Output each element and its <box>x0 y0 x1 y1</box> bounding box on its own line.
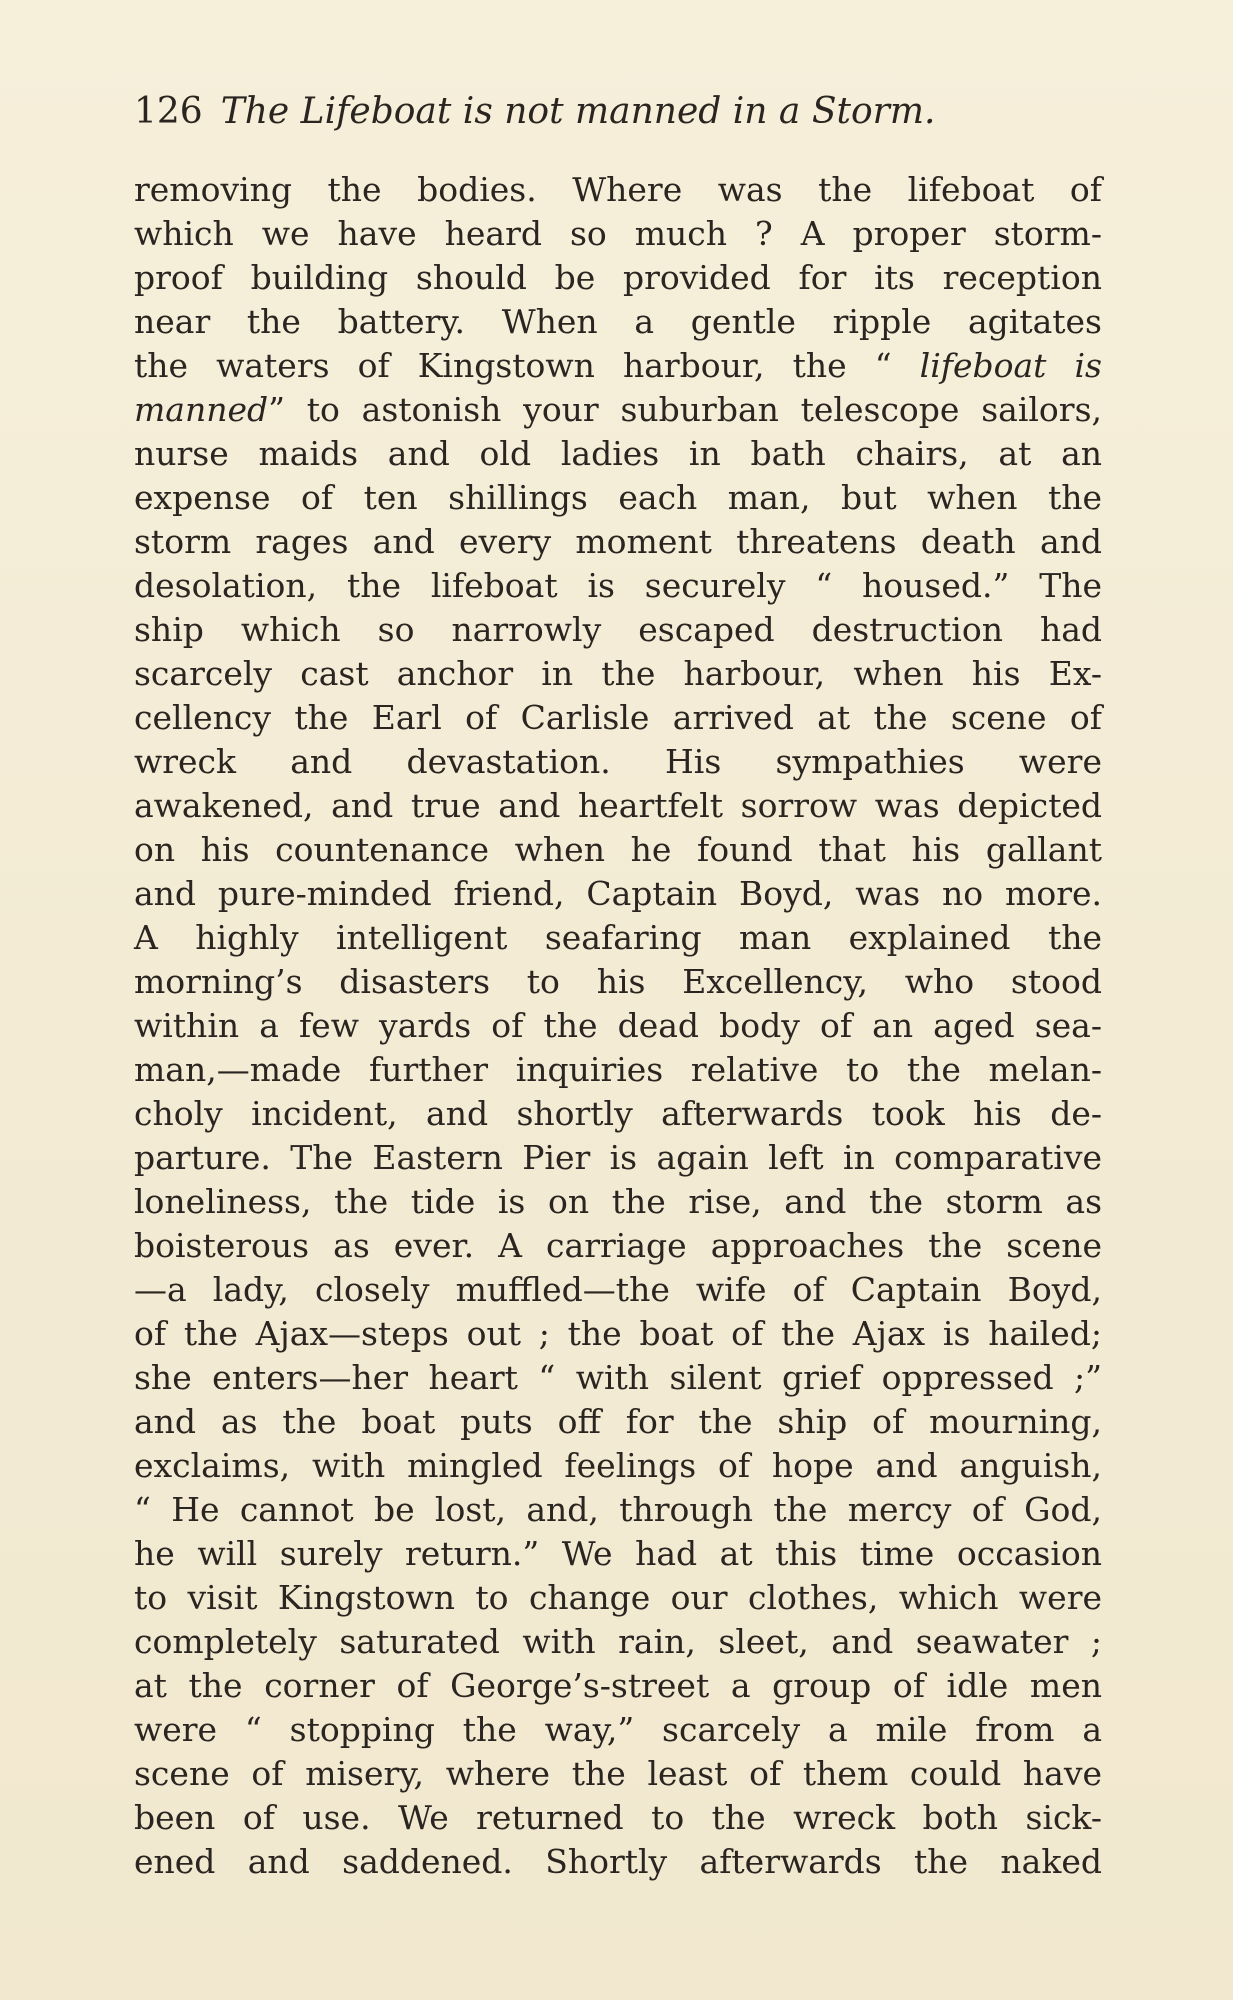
text-segment: exclaims, with mingled feelings of hope and anguish, <box>134 1446 1102 1485</box>
text-segment: parture. The Eastern Pier is again left in comparative <box>134 1138 1102 1177</box>
text-segment: the waters of Kingstown harbour, the “ <box>134 346 920 385</box>
italic-text-segment: lifeboat is <box>919 346 1102 385</box>
text-line <box>134 1400 1102 1444</box>
text-line <box>134 1444 1102 1488</box>
text-line <box>134 1356 1102 1400</box>
text-segment: nurse maids and old ladies in bath chairs, at an <box>134 434 1102 473</box>
text-segment: man,—made further inquiries relative to the melan- <box>134 1050 1102 1089</box>
text-segment: storm rages and every moment threatens death and <box>134 522 1102 561</box>
text-line <box>134 1576 1102 1620</box>
text-line <box>134 1312 1102 1356</box>
text-line <box>134 1180 1102 1224</box>
text-line <box>134 1268 1102 1312</box>
text-segment: scarcely cast anchor in the harbour, when his Ex- <box>134 654 1102 693</box>
text-line <box>134 1708 1102 1752</box>
text-segment: proof building should be provided for its reception <box>134 258 1102 297</box>
text-segment: were “ stopping the way,” scarcely a mile from a <box>134 1710 1102 1749</box>
text-line <box>134 168 1102 212</box>
text-segment: ened and saddened. Shortly afterwards the naked <box>134 1842 1102 1881</box>
text-segment: completely saturated with rain, sleet, and seawater ; <box>134 1622 1102 1661</box>
text-segment: morning’s disasters to his Excellency, who stood <box>134 962 1102 1001</box>
text-segment: been of use. We returned to the wreck both sick- <box>134 1798 1102 1837</box>
text-line <box>134 1048 1102 1092</box>
text-line <box>134 916 1102 960</box>
text-segment: awakened, and true and heartfelt sorrow was depicted <box>134 786 1102 825</box>
text-segment: to visit Kingstown to change our clothes, which were <box>134 1578 1102 1617</box>
text-line <box>134 696 1102 740</box>
page-number: 126 <box>134 91 203 132</box>
text-line <box>134 828 1102 872</box>
text-segment: which we have heard so much ? A proper storm- <box>134 214 1102 253</box>
text-segment: choly incident, and shortly afterwards took his de- <box>134 1094 1102 1133</box>
text-line <box>134 1224 1102 1268</box>
text-segment: she enters—her heart “ with silent grief oppressed ;” <box>134 1358 1102 1397</box>
text-segment: A highly intelligent seafaring man explained the <box>134 918 1102 957</box>
text-segment: expense of ten shillings each man, but when the <box>134 478 1102 517</box>
text-line <box>134 1664 1102 1708</box>
body-text <box>134 168 1102 1884</box>
text-line <box>134 1620 1102 1664</box>
text-line <box>134 1796 1102 1840</box>
text-line <box>134 1532 1102 1576</box>
text-line <box>134 388 1102 432</box>
text-line <box>134 652 1102 696</box>
text-segment: within a few yards of the dead body of an aged sea- <box>134 1006 1102 1045</box>
text-line <box>134 872 1102 916</box>
text-segment: of the Ajax—steps out ; the boat of the Ajax is hailed; <box>134 1314 1102 1353</box>
text-segment: at the corner of George’s-street a group of idle men <box>134 1666 1102 1705</box>
text-line <box>134 1136 1102 1180</box>
text-segment: and pure-minded friend, Captain Boyd, was no more. <box>134 874 1102 913</box>
running-head-title: The Lifeboat is not manned in a Storm. <box>220 91 936 132</box>
text-segment: scene of misery, where the least of them could have <box>134 1754 1102 1793</box>
text-segment: “ He cannot be lost, and, through the mercy of God, <box>134 1490 1102 1529</box>
text-segment: he will surely return.” We had at this time occasion <box>134 1534 1102 1573</box>
text-line <box>134 608 1102 652</box>
text-segment: ship which so narrowly escaped destruction had <box>134 610 1102 649</box>
text-segment: wreck and devastation. His sympathies were <box>134 742 1102 781</box>
text-segment: removing the bodies. Where was the lifeboat of <box>134 170 1102 209</box>
text-line <box>134 1840 1102 1884</box>
text-line <box>134 1488 1102 1532</box>
text-line <box>134 740 1102 784</box>
text-line <box>134 476 1102 520</box>
text-line <box>134 212 1102 256</box>
italic-text-segment: manned <box>134 390 269 429</box>
text-line <box>134 256 1102 300</box>
text-line <box>134 300 1102 344</box>
text-line <box>134 784 1102 828</box>
text-segment: and as the boat puts off for the ship of mourning, <box>134 1402 1102 1441</box>
text-line <box>134 960 1102 1004</box>
text-segment: boisterous as ever. A carriage approaches the scene <box>134 1226 1102 1265</box>
text-line <box>134 1752 1102 1796</box>
text-segment: loneliness, the tide is on the rise, and the storm as <box>134 1182 1102 1221</box>
text-line <box>134 344 1102 388</box>
text-segment: on his countenance when he found that his gallant <box>134 830 1102 869</box>
text-segment: cellency the Earl of Carlisle arrived at the scene of <box>134 698 1102 737</box>
text-segment: desolation, the lifeboat is securely “ housed.” The <box>134 566 1102 605</box>
text-segment: near the battery. When a gentle ripple agitates <box>134 302 1102 341</box>
text-segment: ” to astonish your suburban telescope sailors, <box>268 390 1102 429</box>
text-line <box>134 520 1102 564</box>
text-line <box>134 1004 1102 1048</box>
text-line <box>134 1092 1102 1136</box>
text-line <box>134 432 1102 476</box>
text-segment: —a lady, closely muffled—the wife of Captain Boyd, <box>134 1270 1102 1309</box>
text-line <box>134 564 1102 608</box>
running-head <box>134 88 1114 136</box>
